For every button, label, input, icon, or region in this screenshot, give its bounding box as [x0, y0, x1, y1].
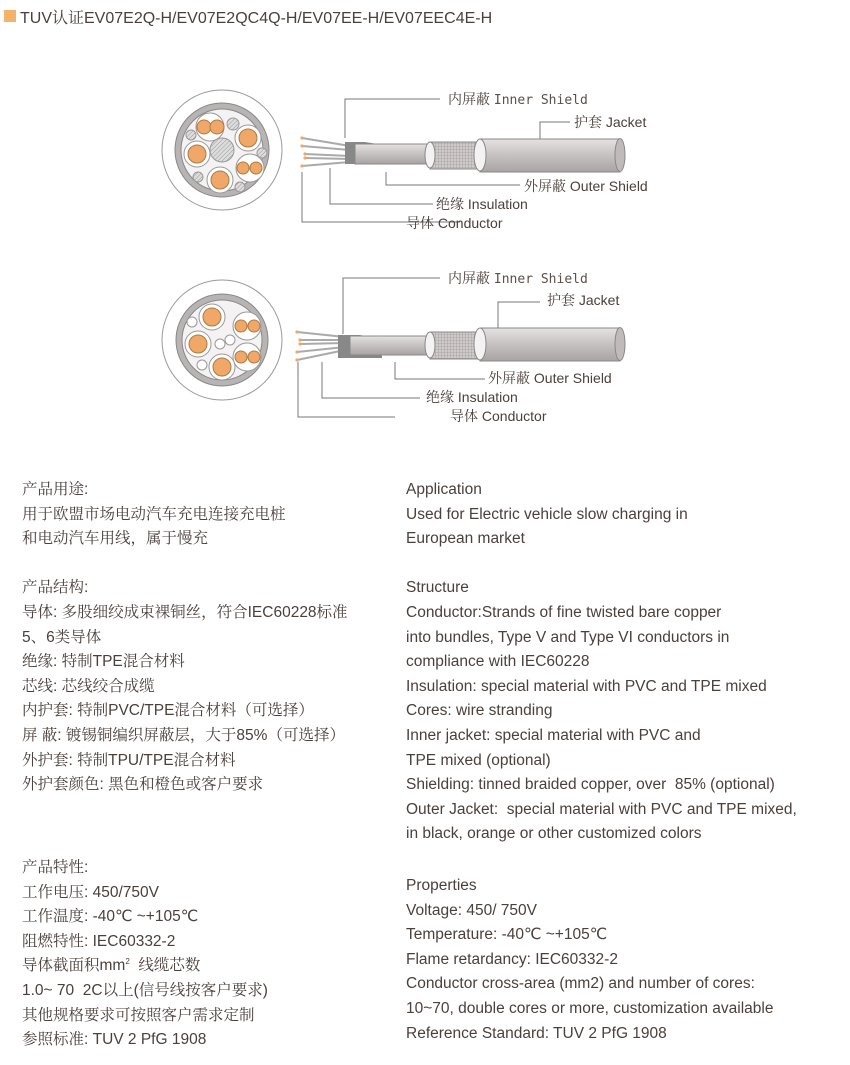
page-header [4, 5, 492, 27]
en-structure-line: Insulation: special material with PVC and TPE mixed [406, 677, 767, 695]
page-title: TUV认证EV07E2Q-H/EV07E2QC4Q-H/EV07EE-H/EV07EEC4E-H [20, 9, 493, 27]
jacket-label: 护套 Jacket [574, 114, 647, 130]
en-properties-heading: Properties [406, 877, 477, 894]
en-property-line: Conductor cross-area (mm2) and number of cores: [406, 975, 755, 993]
cross-section-2 [162, 280, 282, 400]
cn-property-line: 其他规格要求可按照客户需求定制 [22, 1006, 255, 1024]
cn-cross-area-line: 导体截面积$mm^2$ 线缆芯数 [22, 957, 201, 975]
cn-properties-heading: 产品特性: [22, 859, 89, 876]
side-view-2 [295, 328, 625, 362]
cn-structure-line: 屏 蔽: 镀锡铜编织屏蔽层，大于85%（可选择） [22, 726, 345, 744]
en-structure-line: compliance with IEC60228 [406, 653, 590, 671]
cn-structure-line: 内护套: 特制PVC/TPE混合材料（可选择） [22, 702, 314, 720]
chinese-spec-column [22, 478, 392, 798]
outer-shield-label: 外屏蔽 Outer Shield [488, 370, 612, 386]
cn-structure-line: 5、6类导体 [22, 628, 102, 646]
cn-application-line: 用于欧盟市场电动汽车充电连接充电桩 [22, 505, 286, 523]
inner-shield-label: 内屏蔽 Inner Shield [448, 91, 588, 108]
cable-diagram-2 [150, 262, 670, 432]
english-properties-column [406, 874, 846, 1046]
cn-structure-line: 导体: 多股细绞成束裸铜丝，符合IEC60228标准 [22, 603, 348, 621]
cable-illustration-2 [150, 262, 670, 432]
en-property-line: 10~70, double cores or more, customization available [406, 999, 774, 1017]
en-property-line: Reference Standard: TUV 2 PfG 1908 [406, 1024, 667, 1042]
en-application-heading: Application [406, 481, 482, 498]
outer-shield-label: 外屏蔽 Outer Shield [524, 178, 648, 194]
en-structure-line: Cores: wire stranding [406, 702, 553, 720]
en-application-line: Used for Electric vehicle slow charging in [406, 505, 688, 523]
cn-structure-line: 外护套颜色: 黑色和橙色或客户要求 [22, 776, 264, 794]
chinese-properties-column [22, 856, 392, 1053]
cn-property-line: 工作温度: -40℃ ~+105℃ [22, 908, 199, 926]
jacket-label: 护套 Jacket [547, 292, 620, 308]
cn-property-line: 工作电压: 450/750V [22, 883, 159, 901]
cn-application-line: 和电动汽车用线，属于慢充 [22, 530, 209, 548]
en-structure-line: TPE mixed (optional) [406, 751, 551, 769]
en-property-line: Voltage: 450/ 750V [406, 901, 538, 919]
en-structure-line: Inner jacket: special material with PVC and [406, 726, 701, 744]
conductor-label: 导体 Conductor [406, 215, 503, 231]
cn-structure-line: 绝缘: 特制TPE混合材料 [22, 653, 185, 671]
cn-application-heading: 产品用途: [22, 481, 89, 498]
inner-shield-label: 内屏蔽 Inner Shield [448, 270, 588, 287]
en-structure-line: Outer Jacket: special material with PVC and TPE mixed, [406, 800, 797, 818]
cn-property-line: 1.0~ 70 2C以上(信号线按客户要求) [22, 981, 268, 999]
cn-property-line: 阻燃特性: IEC60332-2 [22, 932, 176, 950]
cable-diagram-1 [150, 80, 670, 240]
insulation-label: 绝缘 Insulation [426, 389, 518, 405]
cn-structure-line: 外护套: 特制TPU/TPE混合材料 [22, 751, 236, 769]
en-application-line: European market [406, 530, 525, 548]
conductor-label: 导体 Conductor [450, 408, 547, 424]
cn-structure-heading: 产品结构: [22, 579, 89, 597]
side-view-1 [300, 136, 625, 172]
cn-structure-line: 芯线: 芯线绞合成缆 [22, 677, 155, 695]
en-property-line: Flame retardancy: IEC60332-2 [406, 950, 618, 968]
cn-property-line: 参照标准: TUV 2 PfG 1908 [22, 1031, 207, 1049]
en-structure-line: into bundles, Type V and Type VI conductors in [406, 628, 730, 646]
title-bullet-square [4, 10, 16, 22]
en-structure-line: Conductor:Strands of fine twisted bare copper [406, 603, 722, 621]
en-structure-line: Shielding: tinned braided copper, over 85% (optional) [406, 776, 775, 794]
cross-section-1 [162, 90, 282, 210]
en-property-line: Temperature: -40℃ ~+105℃ [406, 926, 608, 944]
en-structure-heading: Structure [406, 579, 469, 597]
insulation-label: 绝缘 Insulation [436, 196, 528, 212]
english-spec-column [406, 478, 846, 847]
en-structure-line: in black, orange or other customized colors [406, 825, 702, 843]
